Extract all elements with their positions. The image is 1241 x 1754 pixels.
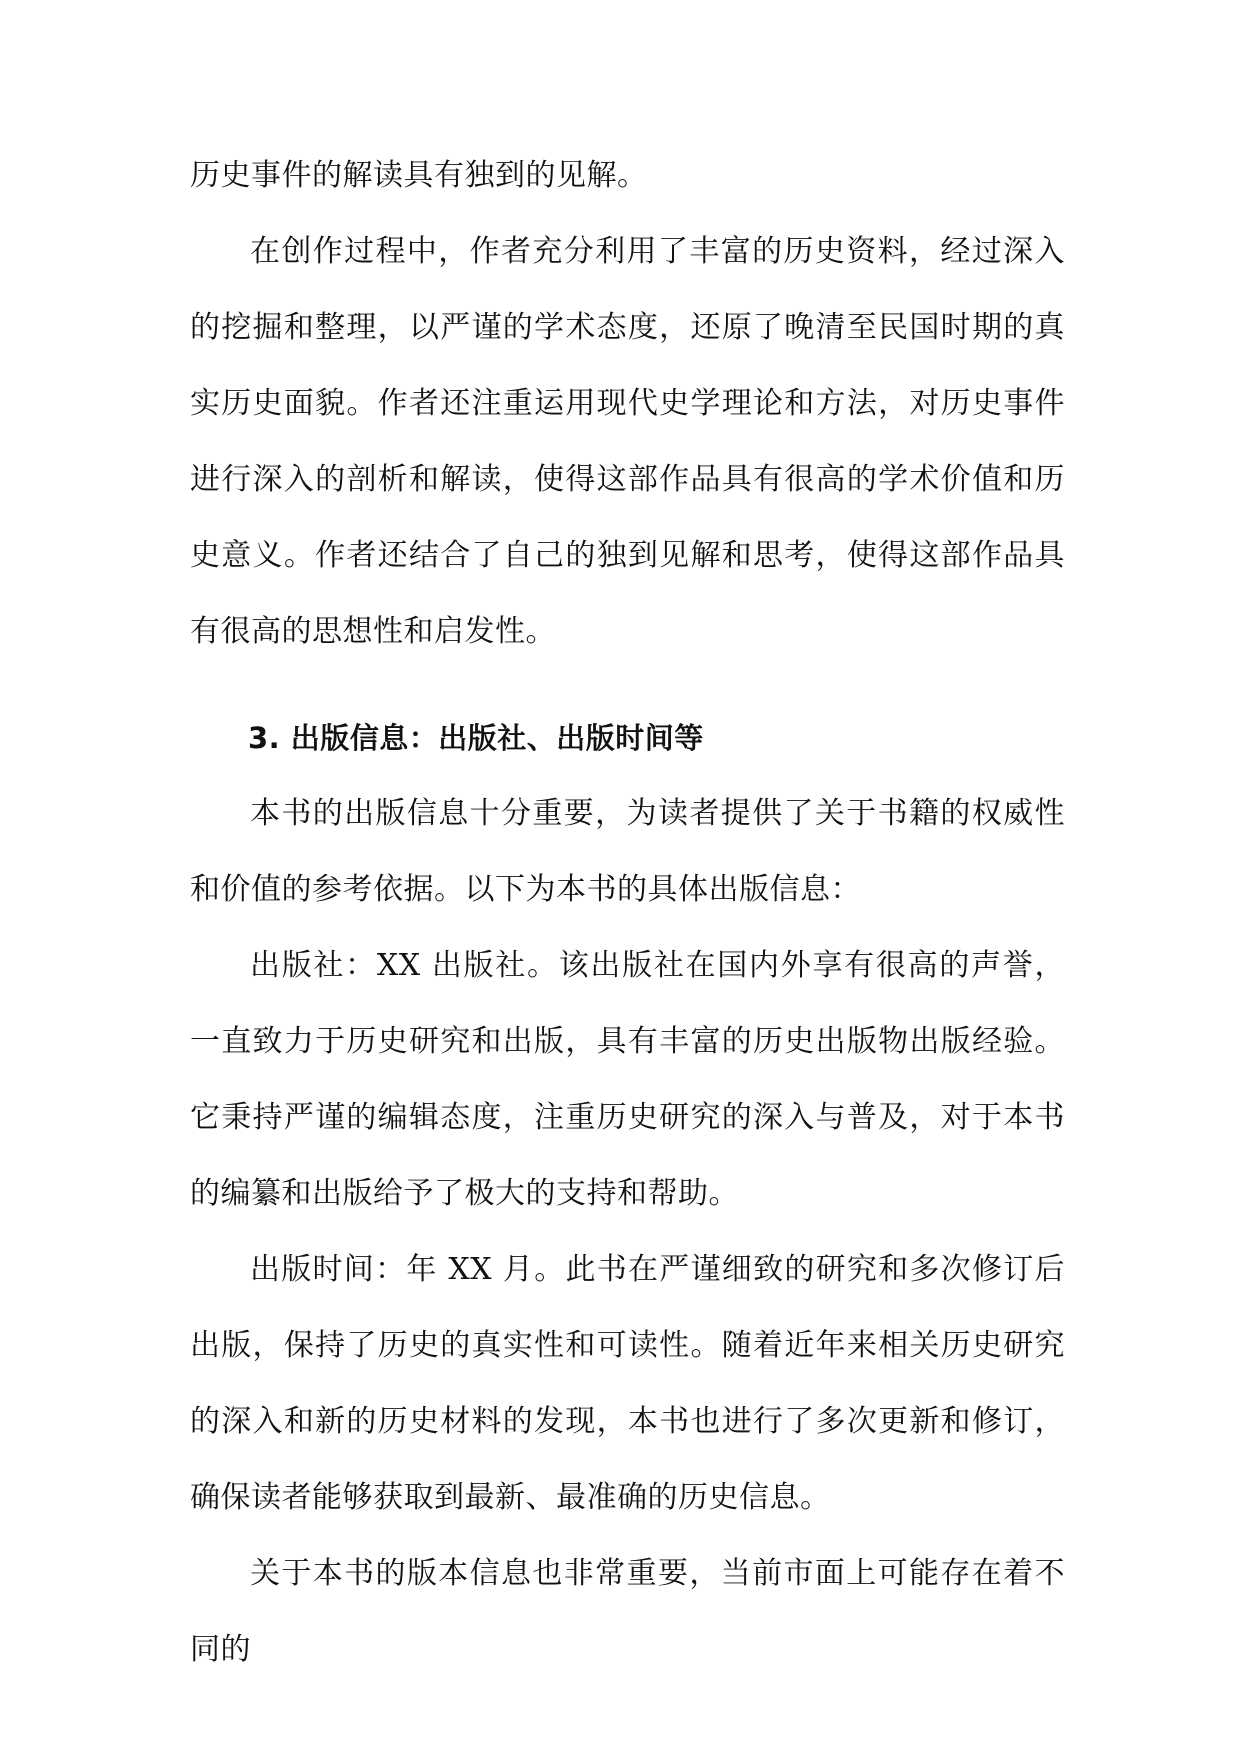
document-body [190, 138, 1065, 1688]
paragraph-continuation: 历史事件的解读具有独到的见解。 [190, 158, 648, 193]
paragraph-version-info: 关于本书的版本信息也非常重要，当前市面上可能存在着不同的 [190, 1556, 1065, 1667]
paragraph-publication-time: 出版时间：年 XX 月。此书在严谨细致的研究和多次修订后出版，保持了历史的真实性和可读性。随着近年来相关历史研究的深入和新的历史材料的发现，本书也进行了多次更新和修订，确保读者能够获取到最新、最准确的历史信息。 [190, 1252, 1065, 1515]
paragraph-publisher: 出版社：XX 出版社。该出版社在国内外享有很高的声誉，一直致力于历史研究和出版，具有丰富的历史出版物出版经验。它秉持严谨的编辑态度，注重历史研究的深入与普及，对于本书的编纂和出版给予了极大的支持和帮助。 [190, 948, 1065, 1211]
paragraph-publication-intro: 本书的出版信息十分重要，为读者提供了关于书籍的权威性和价值的参考依据。以下为本书的具体出版信息： [190, 796, 1065, 907]
paragraph-creation-process: 在创作过程中，作者充分利用了丰富的历史资料，经过深入的挖掘和整理，以严谨的学术态度，还原了晚清至民国时期的真实历史面貌。作者还注重运用现代史学理论和方法，对历史事件进行深入的剖析和解读，使得这部作品具有很高的学术价值和历史意义。作者还结合了自己的独到见解和思考，使得这部作品具有很高的思想性和启发性。 [190, 234, 1065, 649]
section-heading-publication-info: 3. 出版信息：出版社、出版时间等 [248, 721, 704, 755]
